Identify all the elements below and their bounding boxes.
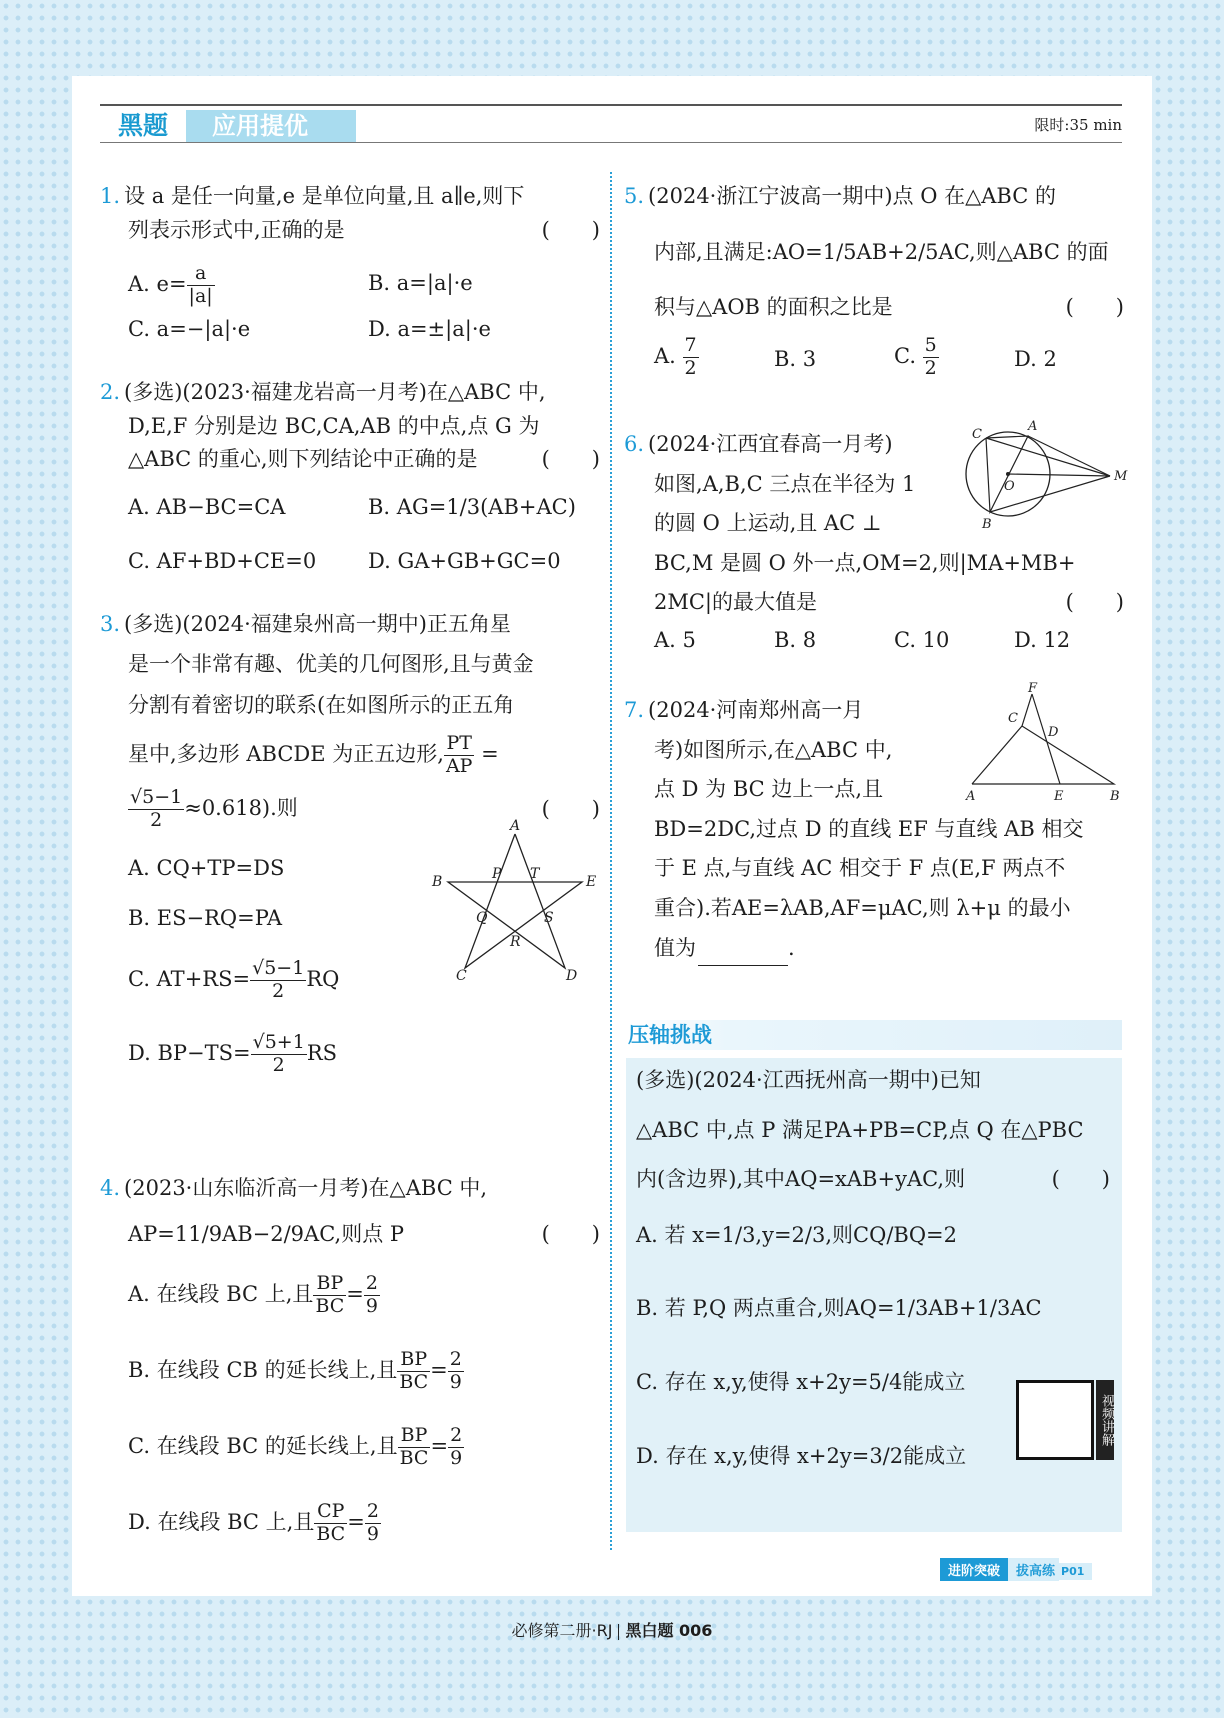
q5-option-b[interactable]: B. 3 xyxy=(774,346,817,371)
q6-line5: 2MC|的最大值是 xyxy=(654,590,818,615)
answer-paren: ( ) xyxy=(541,217,600,242)
q6-option-b[interactable]: B. 8 xyxy=(774,627,817,652)
challenge-line2: △ABC 中,点 P 满足PA+PB=CP,点 Q 在△PBC xyxy=(636,1117,1084,1142)
video-label: 视频讲解 xyxy=(1096,1380,1114,1460)
label-b: B xyxy=(432,874,443,891)
frac-num: 2 xyxy=(365,1272,378,1295)
frac-den: 2 xyxy=(272,980,285,1002)
q3-line2: 是一个非常有趣、优美的几何图形,且与黄金 xyxy=(128,651,534,676)
q6-line2: 如图,A,B,C 三点在半径为 1 xyxy=(654,471,916,496)
video-qr-block[interactable] xyxy=(1016,1380,1114,1460)
level-badge xyxy=(940,1558,1092,1580)
q4-line1: (2023·山东临沂高一月考)在△ABC 中, xyxy=(124,1176,488,1200)
question-3: 3. (多选)(2024·福建泉州高一期中)正五角星 是一个非常有趣、优美的几何图形,且与黄金 分割有着密切的联系(在如图所示的正五角 星中,多边形 ABCDE 为正五边形, $\frac{PT}{AP}$ = $\frac{√5-1}{2}$ ≈0.618).则 ( ) A. CQ+TP=DS B. ES−RQ=PA C. AT+RS= $\frac{√5-1}{2}$ RQ D. BP−TS= $\frac{√5+1}{2}$ RS A B E P T Q S R C D xyxy=(100,612,600,1076)
section-header xyxy=(100,104,1122,140)
option-text: C. AT+RS= xyxy=(128,967,251,991)
frac-num: √5−1 xyxy=(252,957,305,980)
answer-blank[interactable] xyxy=(698,932,788,967)
frac-den: 9 xyxy=(365,1295,378,1318)
header-apply-label: 应用提优 xyxy=(186,110,356,142)
left-column xyxy=(100,180,600,1580)
frac-den: |a| xyxy=(188,285,213,308)
q5-line2a: 内部,且满足: xyxy=(654,239,773,264)
frac-den: 9 xyxy=(450,1447,463,1470)
frac-den: 9 xyxy=(449,1371,462,1394)
question-5 xyxy=(624,180,1124,393)
header-black-label: 黑题 xyxy=(100,110,186,142)
question-1 xyxy=(100,180,600,349)
label-e: E xyxy=(586,874,597,891)
answer-paren: ( ) xyxy=(541,447,600,472)
badge-right: 拔高练 xyxy=(1008,1558,1059,1581)
frac-num: √5+1 xyxy=(252,1031,305,1054)
q5-option-c[interactable]: C. $\frac{5}{2}$ xyxy=(894,333,937,379)
column-divider xyxy=(610,172,612,1550)
label-a: A xyxy=(510,818,521,835)
pentagram-figure xyxy=(430,818,600,985)
option-text: A. e= xyxy=(128,272,187,297)
answer-paren: ( ) xyxy=(541,797,600,822)
q3-line5: ≈0.618).则 xyxy=(184,796,298,821)
q5-option-a[interactable]: A. $\frac{7}{2}$ xyxy=(654,333,697,379)
challenge-option-d[interactable]: D. 存在 x,y,使得 x+2y=3/2能成立 xyxy=(636,1443,967,1468)
frac-num: 5 xyxy=(924,333,937,356)
label-o: O xyxy=(1004,479,1015,494)
q4-option-a[interactable]: A. 在线段 BC 上,且 $\frac{BP}{BC}$ = $\frac{2}{9}$ xyxy=(128,1272,378,1318)
q1-option-c[interactable]: C. a=−|a|·e xyxy=(128,317,251,342)
question-number: 5. xyxy=(624,184,645,208)
q3-line4: 星中,多边形 ABCDE 为正五边形, xyxy=(128,741,444,766)
q1-line2: 列表示形式中,正确的是 xyxy=(128,217,345,242)
frac-den: 2 xyxy=(272,1054,285,1076)
question-number: 2. xyxy=(100,380,121,404)
question-number: 6. xyxy=(624,432,645,456)
question-6 xyxy=(624,419,1128,668)
question-number: 1. xyxy=(100,184,121,208)
q2-line2: D,E,F 分别是边 BC,CA,AB 的中点,点 G 为 xyxy=(128,413,540,438)
q2-option-b[interactable]: B. AG=1/3(AB+AC) xyxy=(368,494,576,519)
label-p: P xyxy=(492,866,502,883)
q7-line5: 于 E 点,与直线 AC 相交于 F 点(E,F 两点不 xyxy=(654,856,1066,881)
qr-code-icon xyxy=(1016,1380,1094,1460)
option-text: D. BP−TS= xyxy=(128,1041,251,1065)
frac-den: BC xyxy=(315,1295,345,1318)
label-e: E xyxy=(1054,789,1064,804)
frac-num: BP xyxy=(397,1349,430,1372)
frac-den: 9 xyxy=(366,1523,379,1546)
label-q: Q xyxy=(476,910,488,927)
q3-option-c[interactable] xyxy=(128,958,339,1003)
q7-line3: 点 D 为 BC 边上一点,且 xyxy=(654,777,884,802)
q1-line1: 设 a 是任一向量,e 是单位向量,且 a∥e,则下 xyxy=(124,184,525,208)
frac-den: BC xyxy=(399,1447,429,1470)
label-f: F xyxy=(1028,681,1038,696)
q2-line1: (多选)(2023·福建龙岩高一月考)在△ABC 中, xyxy=(124,380,546,404)
q3-line1: (多选)(2024·福建泉州高一期中)正五角星 xyxy=(124,612,511,636)
answer-paren: ( ) xyxy=(1051,1167,1110,1192)
label-b: B xyxy=(1110,789,1120,804)
option-text: D. 在线段 BC 上,且 xyxy=(128,1510,315,1535)
label-c: C xyxy=(972,427,982,442)
option-text: B. 在线段 CB 的延长线上,且 xyxy=(128,1358,398,1383)
frac-den: 2 xyxy=(924,356,937,379)
q1-option-a[interactable] xyxy=(128,263,215,308)
challenge-title-bar xyxy=(628,1020,1122,1050)
challenge-line3: 内(含边界),其中AQ=xAB+yAC,则 xyxy=(636,1167,966,1192)
badge-left: 进阶突破 xyxy=(940,1558,1008,1581)
q6-line1: (2024·江西宜春高一月考) xyxy=(648,432,893,456)
frac-num: 2 xyxy=(449,1348,462,1371)
frac-num: 2 xyxy=(450,1424,463,1447)
q4-line2: AP=11/9AB−2/9AC,则点 P xyxy=(128,1221,405,1246)
q2-option-a[interactable]: A. AB−BC=CA xyxy=(128,494,286,519)
label-d: D xyxy=(566,968,578,985)
q5-line2b: AO=1/5AB+2/5AC xyxy=(772,239,970,264)
label-c: C xyxy=(456,968,467,985)
label-d: D xyxy=(1048,725,1059,740)
question-number: 4. xyxy=(100,1176,121,1200)
challenge-box xyxy=(626,1058,1122,1532)
q5-line3: 积与△AOB 的面积之比是 xyxy=(654,295,893,320)
q2-line3: △ABC 的重心,则下列结论中正确的是 xyxy=(128,447,478,472)
label-r: R xyxy=(510,934,521,951)
question-number: 7. xyxy=(624,698,645,722)
challenge-option-b[interactable]: B. 若 P,Q 两点重合,则AQ=1/3AB+1/3AC xyxy=(636,1296,1042,1321)
label-b: B xyxy=(982,517,992,532)
q1-option-d[interactable]: D. a=±|a|·e xyxy=(368,317,491,342)
label-m: M xyxy=(1114,469,1128,484)
q4-option-d[interactable]: D. 在线段 BC 上,且 $\frac{CP}{BC}$ = $\frac{2}{9}$ xyxy=(128,1500,379,1546)
label-a: A xyxy=(1028,419,1038,434)
q7-line6: 重合).若AE=λAB,AF=μAC,则 λ+μ 的最小 xyxy=(654,895,1071,920)
q5-option-d[interactable]: D. 2 xyxy=(1014,346,1057,371)
frac-num: 7 xyxy=(684,333,697,356)
answer-paren: ( ) xyxy=(541,1221,600,1246)
frac-num: a xyxy=(187,263,215,286)
q7-line4: BD=2DC,过点 D 的直线 EF 与直线 AB 相交 xyxy=(654,816,1084,841)
q4-option-c[interactable]: C. 在线段 BC 的延长线上,且 $\frac{BP}{BC}$ = $\frac{2}{9}$ xyxy=(128,1424,463,1470)
q3-option-b[interactable]: B. ES−RQ=PA xyxy=(128,906,283,931)
label-c: C xyxy=(1008,711,1018,726)
label-a: A xyxy=(966,789,976,804)
question-number: 3. xyxy=(100,612,121,636)
question-7: 7. (2024·河南郑州高一月 考)如图所示,在△ABC 中, 点 D 为 BC 边上一点,且 BD=2DC,过点 D 的直线 EF 与直线 AB 相交 于 E 点,与直线 AC 相交于 F 点(E,F 两点不 重合).若AE=λAB,AF=μAC,则 λ+μ 的最小 值为 . F C D A E B xyxy=(624,694,1124,994)
header-rule xyxy=(100,142,1122,143)
q6-line3: 的圆 O 上运动,且 AC ⊥ xyxy=(654,511,882,536)
q6-option-d[interactable]: D. 12 xyxy=(1014,627,1071,652)
frac-num: BP xyxy=(313,1273,346,1296)
time-limit: 限时:35 min xyxy=(1034,116,1122,134)
answer-paren: ( ) xyxy=(1065,590,1124,615)
option-tail: RS xyxy=(306,1041,338,1065)
q4-option-b[interactable]: B. 在线段 CB 的延长线上,且 $\frac{BP}{BC}$ = $\frac{2}{9}$ xyxy=(128,1348,462,1394)
challenge-line1: (多选)(2024·江西抚州高一期中)已知 xyxy=(636,1068,981,1092)
frac-num: PT xyxy=(444,733,475,756)
frac-den: BC xyxy=(316,1523,346,1546)
badge-code: P01 xyxy=(1059,1563,1092,1580)
circle-figure xyxy=(964,416,1128,534)
question-2 xyxy=(100,376,600,581)
answer-paren: ( ) xyxy=(1065,295,1124,320)
q7-line7: 值为 xyxy=(654,935,696,960)
frac-den: BC xyxy=(399,1371,429,1394)
option-text: A. 在线段 BC 上,且 xyxy=(128,1282,314,1307)
triangle-figure xyxy=(964,681,1124,804)
q5-line1: (2024·浙江宁波高一期中)点 O 在△ABC 的 xyxy=(648,184,1056,208)
question-4 xyxy=(100,1172,600,1551)
q7-line1: (2024·河南郑州高一月 xyxy=(648,698,864,722)
q2-option-c[interactable]: C. AF+BD+CE=0 xyxy=(128,548,317,573)
challenge-option-c[interactable]: C. 存在 x,y,使得 x+2y=5/4能成立 xyxy=(636,1369,966,1394)
challenge-option-a[interactable]: A. 若 x=1/3,y=2/3,则CQ/BQ=2 xyxy=(636,1222,957,1247)
q6-line4: BC,M 是圆 O 外一点,OM=2,则|MA+MB+ xyxy=(654,550,1076,575)
q2-option-d[interactable]: D. GA+GB+GC=0 xyxy=(368,548,561,573)
q6-option-c[interactable]: C. 10 xyxy=(894,627,950,652)
frac-den: 2 xyxy=(684,356,697,379)
frac-num: √5−1 xyxy=(130,786,183,809)
challenge-title: 压轴挑战 xyxy=(628,1023,712,1047)
frac-den: AP xyxy=(445,754,473,777)
frac-num: 2 xyxy=(366,1500,379,1523)
label-s: S xyxy=(544,910,554,927)
q3-option-a[interactable]: A. CQ+TP=DS xyxy=(128,856,285,881)
option-tail: RQ xyxy=(306,967,340,991)
q6-option-a[interactable]: A. 5 xyxy=(654,627,696,652)
q1-option-b[interactable]: B. a=|a|·e xyxy=(368,271,473,296)
q3-option-d[interactable] xyxy=(128,1032,337,1077)
footer-right: 黑白题 006 xyxy=(625,1621,713,1640)
label-t: T xyxy=(530,866,540,883)
frac-num: BP xyxy=(398,1425,431,1448)
option-text: C. 在线段 BC 的延长线上,且 xyxy=(128,1434,398,1459)
q7-line2: 考)如图所示,在△ABC 中, xyxy=(654,737,893,762)
footer xyxy=(0,1618,1224,1641)
frac-den: 2 xyxy=(150,809,163,832)
q5-line2c: ,则△ABC 的面 xyxy=(969,239,1109,264)
frac-num: CP xyxy=(314,1501,347,1524)
q3-line3: 分割有着密切的联系(在如图所示的正五角 xyxy=(128,693,515,718)
footer-left: 必修第二册·RJ xyxy=(511,1621,613,1640)
